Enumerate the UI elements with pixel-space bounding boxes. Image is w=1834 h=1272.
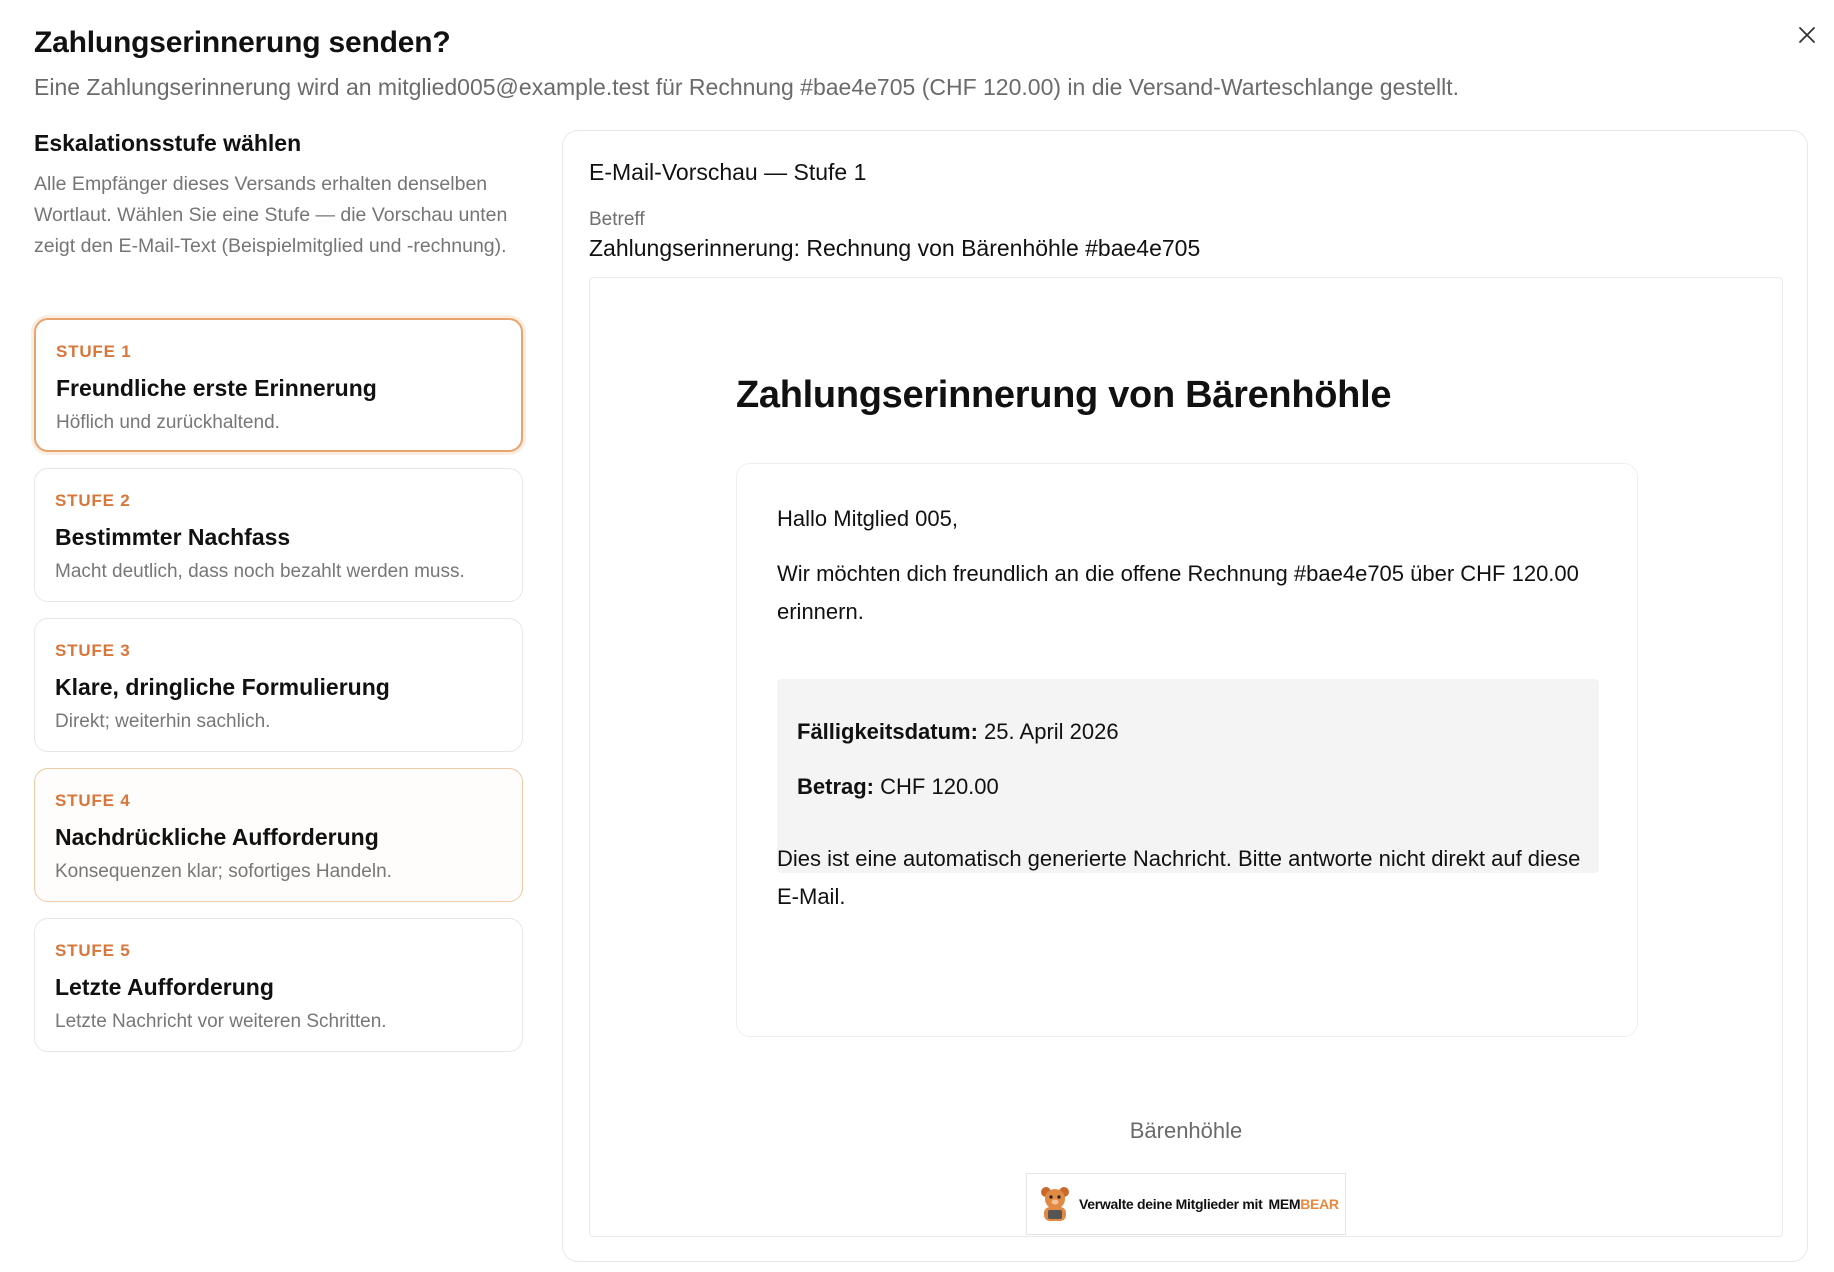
badge-text: Verwalte deine Mitglieder mit (1079, 1196, 1263, 1212)
close-icon (1798, 26, 1816, 44)
stage-label: STUFE 1 (56, 342, 132, 361)
preview-heading: E-Mail-Vorschau — Stufe 1 (589, 159, 867, 185)
stage-label: STUFE 4 (55, 791, 131, 810)
email-preview-panel (562, 130, 1808, 1262)
stage-title: Bestimmter Nachfass (55, 524, 291, 550)
dialog-title: Zahlungserinnerung senden? (34, 26, 451, 59)
due-date-row (797, 719, 1119, 745)
membear-badge[interactable] (1026, 1173, 1346, 1235)
email-org-name: Bärenhöhle (1129, 1118, 1243, 1143)
close-button[interactable] (1790, 18, 1824, 52)
due-date-value: 25. April 2026 (984, 719, 1119, 744)
email-card (736, 463, 1638, 1037)
stage-card-3[interactable] (34, 618, 523, 752)
escalation-title: Eskalationsstufe wählen (34, 130, 302, 156)
amount-label: Betrag: (797, 774, 875, 799)
stage-title: Klare, dringliche Formulierung (55, 674, 390, 700)
amount-value: CHF 120.00 (880, 774, 999, 799)
stage-description: Höflich und zurückhaltend. (56, 412, 280, 433)
stage-label: STUFE 3 (55, 641, 131, 660)
stage-description: Direkt; weiterhin sachlich. (55, 711, 271, 732)
badge-brand-mem: MEM (1268, 1196, 1301, 1212)
stage-description: Macht deutlich, dass noch bezahlt werden muss. (55, 561, 465, 582)
stage-title: Nachdrückliche Aufforderung (55, 824, 379, 850)
bear-icon (1037, 1185, 1073, 1223)
stage-title: Letzte Aufforderung (55, 974, 274, 1000)
email-title: Zahlungserinnerung von Bärenhöhle (736, 374, 1392, 416)
email-note: Dies ist eine automatisch generierte Nachricht. Bitte antworte nicht direkt auf diese E-Mail. (777, 846, 1581, 909)
stage-card-2[interactable] (34, 468, 523, 602)
subject-label: Betreff (589, 209, 645, 230)
escalation-description: Alle Empfänger dieses Versands erhalten denselben Wortlaut. Wählen Sie eine Stufe — die Vorschau unten zeigt den E-Mail-Text (Beispielmitglied und -rechnung). (34, 173, 508, 257)
stage-description: Letzte Nachricht vor weiteren Schritten. (55, 1011, 387, 1032)
stage-label: STUFE 2 (55, 491, 131, 510)
stage-description: Konsequenzen klar; sofortiges Handeln. (55, 861, 392, 882)
email-body: Wir möchten dich freundlich an die offene Rechnung #bae4e705 über CHF 120.00 erinnern. (777, 561, 1579, 624)
stage-title: Freundliche erste Erinnerung (56, 375, 377, 401)
badge-brand (1268, 1196, 1338, 1212)
escalation-section (34, 130, 524, 262)
stage-card-1[interactable] (34, 318, 523, 452)
email-frame[interactable] (589, 277, 1783, 1237)
dialog-description: Eine Zahlungserinnerung wird an mitglied005@example.test für Rechnung #bae4e705 (CHF 120.00) in die Versand-Warteschlange gestellt. (34, 74, 1460, 100)
subject-value: Zahlungserinnerung: Rechnung von Bärenhöhle #bae4e705 (589, 235, 1201, 261)
amount-row (797, 774, 999, 800)
stage-card-4[interactable] (34, 768, 523, 902)
stage-list (34, 318, 523, 1068)
stage-card-5[interactable] (34, 918, 523, 1052)
stage-label: STUFE 5 (55, 941, 131, 960)
due-date-label: Fälligkeitsdatum: (797, 719, 978, 744)
email-greeting: Hallo Mitglied 005, (777, 506, 958, 531)
badge-brand-bear: BEAR (1300, 1196, 1339, 1212)
